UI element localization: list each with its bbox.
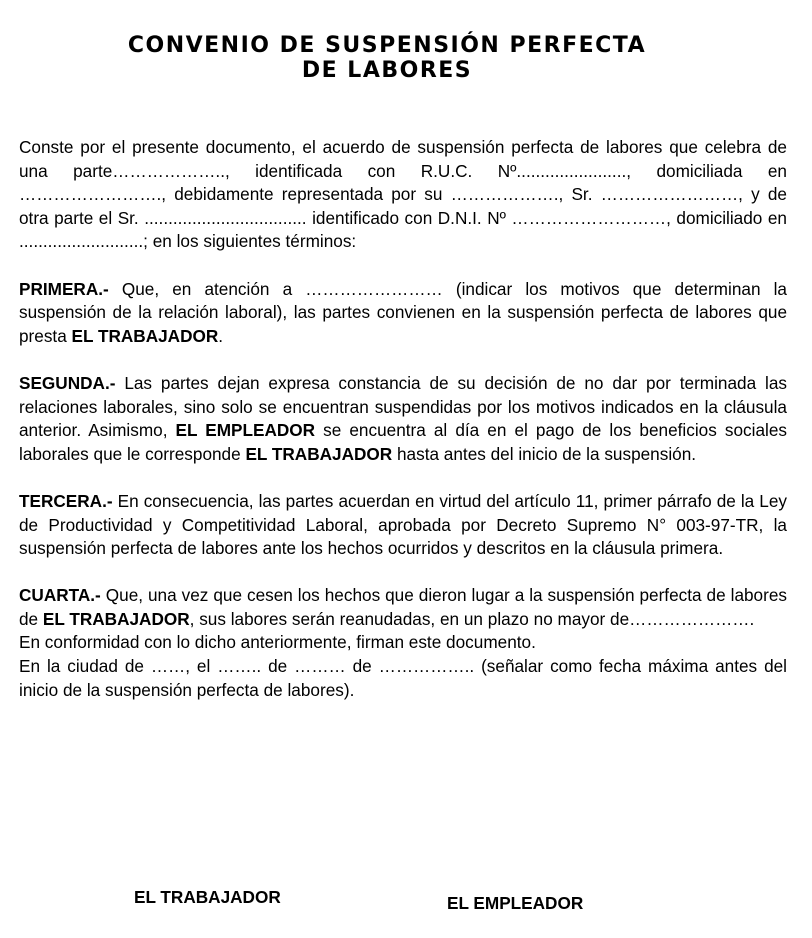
document-title-line-2: DE LABORES: [301, 58, 473, 83]
signature-employer-label: EL EMPLEADOR: [447, 893, 584, 913]
clause-cuarta-term-worker: EL TRABAJADOR: [42, 608, 190, 629]
document-title: [40, 33, 734, 83]
clause-segunda: [19, 372, 787, 466]
document-title-line-1: CONVENIO DE SUSPENSIÓN PERFECTA: [127, 33, 647, 58]
intro-paragraph: Conste por el presente documento, el acuerdo de suspensión perfecta de labores que celebra de una parte……………….., identificada con R.U.C. Nº......................., domiciliada en ……………………., debidamente representada por su ………………., Sr. ……………………, y de otra parte el Sr. .................................. identificado con D.N.I. Nº ………………………, domiciliado en ..........................; en los siguientes términos:: [19, 137, 787, 252]
clause-segunda-term-employer: EL EMPLEADOR: [175, 420, 316, 441]
clause-cuarta-text-a: Que, una vez que cesen los hechos que dieron lugar a la suspensión perfecta de labores de: [19, 585, 787, 629]
clause-segunda-text-c: hasta antes del inicio de la suspensión.: [392, 443, 697, 464]
clause-tercera-label: TERCERA.-: [19, 490, 113, 511]
clause-primera-text-a: Que, en atención a …………………… (indicar los motivos que determinan la suspensión de la relación laboral), las partes convienen en la suspensión perfecta de labores que presta: [19, 278, 787, 346]
closing-date-line: En la ciudad de ……, el …….. de ……… de …………….. (señalar como fecha máxima antes del inicio de la suspensión perfecta de labores).: [19, 656, 787, 700]
clause-segunda-term-worker: EL TRABAJADOR: [245, 443, 393, 464]
closing-statement: En conformidad con lo dicho anteriormente, firman este documento.: [19, 632, 536, 653]
clause-tercera: [19, 490, 787, 561]
clause-primera-term-worker: EL TRABAJADOR: [71, 325, 219, 346]
signature-worker-label: EL TRABAJADOR: [134, 887, 281, 907]
clause-tercera-text-a: En consecuencia, las partes acuerdan en virtud del artículo 11, primer párrafo de la Ley de Productividad y Competitividad Laboral, aprobada por Decreto Supremo N° 003-97-TR, la suspensión perfecta de labores ante los hechos ocurridos y descritos en la cláusula primera.: [19, 490, 787, 559]
document-body: [19, 136, 787, 702]
clause-primera-label: PRIMERA.-: [19, 278, 109, 299]
clause-segunda-text-a: Las partes dejan expresa constancia de su decisión de no dar por terminada las relaciones laborales, sino solo se encuentran suspendidas por los motivos indicados en la cláusula anterior. Asimismo,: [19, 372, 787, 441]
clause-segunda-label: SEGUNDA.-: [19, 372, 116, 393]
clause-primera: [19, 278, 787, 349]
clause-primera-text-b: .: [218, 325, 224, 346]
clause-segunda-text-b: se encuentra al día en el pago de los beneficios sociales laborales que le corresponde: [19, 420, 787, 464]
clause-cuarta: [19, 584, 787, 631]
clause-cuarta-text-b: , sus labores serán reanudadas, en un plazo no mayor de………………….: [189, 608, 755, 629]
clause-cuarta-label: CUARTA.-: [19, 585, 101, 606]
